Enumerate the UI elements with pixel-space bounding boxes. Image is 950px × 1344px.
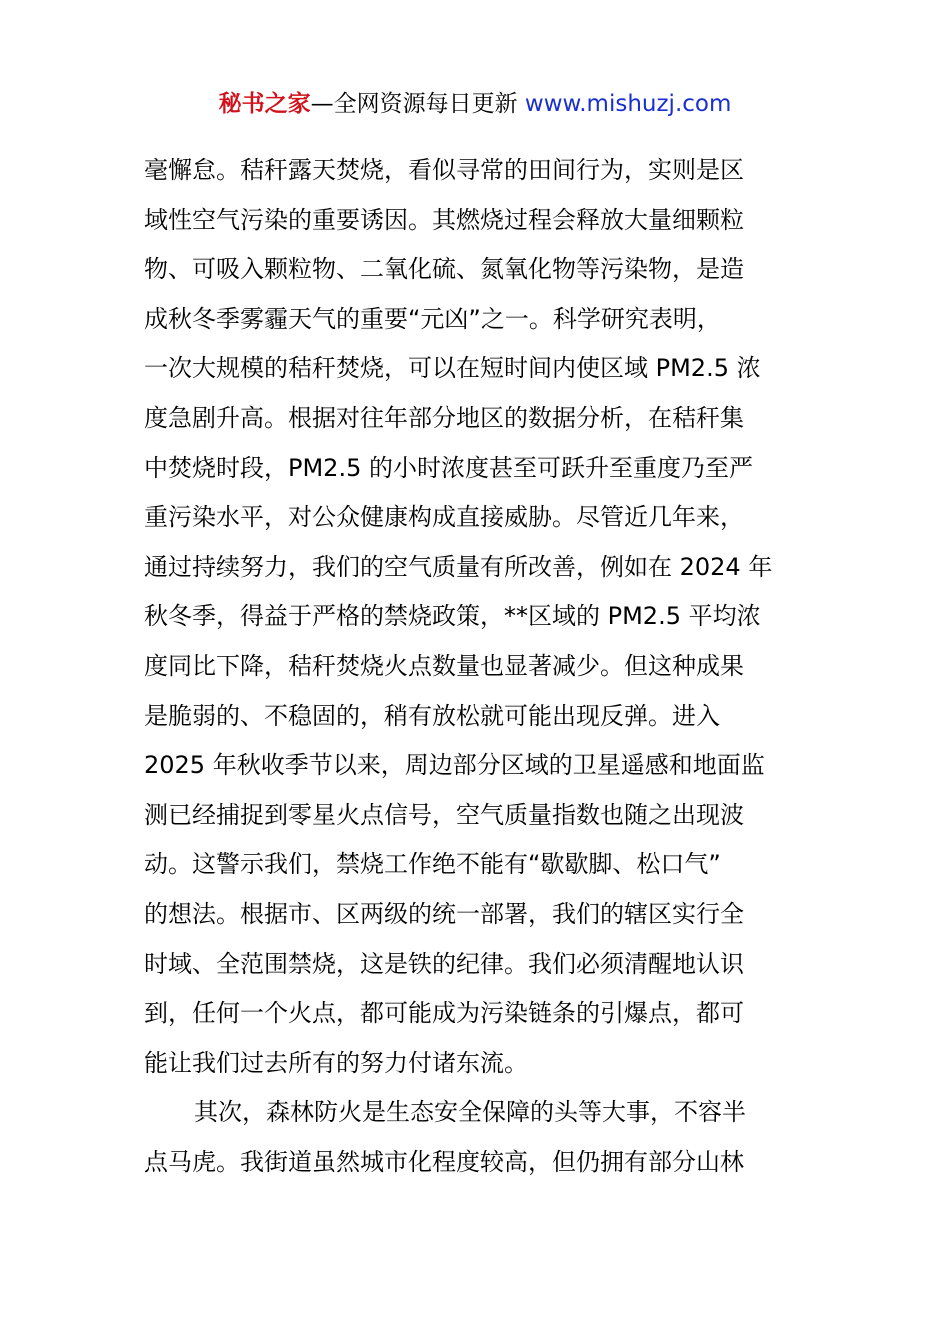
text-line: 秋冬季，得益于严格的禁烧政策，**区域的 PM2.5 平均浓	[144, 602, 761, 631]
text-line: 的想法。根据市、区两级的统一部署，我们的辖区实行全	[144, 899, 744, 928]
text-line: 到，任何一个火点，都可能成为污染链条的引爆点，都可	[144, 999, 744, 1028]
text-line: 成秋冬季雾霾天气的重要“元凶”之一。科学研究表明，	[144, 304, 721, 333]
text-line: 中焚烧时段，PM2.5 的小时浓度甚至可跃升至重度乃至严	[144, 453, 753, 482]
page-header	[0, 86, 950, 122]
text-line: 2025 年秋收季节以来，周边部分区域的卫星遥感和地面监	[144, 751, 765, 780]
document-body	[144, 146, 810, 1187]
text-line: 物、可吸入颗粒物、二氧化硫、氮氧化物等污染物，是造	[144, 255, 744, 284]
text-line: 域性空气污染的重要诱因。其燃烧过程会释放大量细颗粒	[144, 205, 744, 234]
text-line: 通过持续努力，我们的空气质量有所改善，例如在 2024 年	[144, 552, 773, 581]
text-line: 测已经捕捉到零星火点信号，空气质量指数也随之出现波	[144, 800, 744, 829]
text-line: 能让我们过去所有的努力付诸东流。	[144, 1048, 528, 1077]
site-tagline: —全网资源每日更新	[310, 91, 525, 117]
text-line: 点马虎。我街道虽然城市化程度较高，但仍拥有部分山林	[144, 1147, 744, 1176]
paragraph-start-line: 其次，森林防火是生态安全保障的头等大事，不容半	[194, 1098, 746, 1127]
text-line: 毫懈怠。秸秆露天焚烧，看似寻常的田间行为，实则是区	[144, 156, 744, 184]
text-line: 一次大规模的秸秆焚烧，可以在短时间内使区域 PM2.5 浓	[144, 354, 761, 383]
site-brand: 秘书之家	[218, 91, 311, 117]
text-line: 动。这警示我们，禁烧工作绝不能有“歇歇脚、松口气”	[144, 850, 721, 879]
text-line: 度急剧升高。根据对往年部分地区的数据分析，在秸秆集	[144, 403, 744, 432]
text-line: 是脆弱的、不稳固的，稍有放松就可能出现反弹。进入	[144, 701, 720, 730]
text-line: 重污染水平，对公众健康构成直接威胁。尽管近几年来，	[144, 503, 744, 532]
text-line: 度同比下降，秸秆焚烧火点数量也显著减少。但这种成果	[144, 651, 744, 680]
site-url-link[interactable]: www.mishuzj.com	[524, 91, 732, 117]
text-line: 时域、全范围禁烧，这是铁的纪律。我们必须清醒地认识	[144, 949, 744, 978]
